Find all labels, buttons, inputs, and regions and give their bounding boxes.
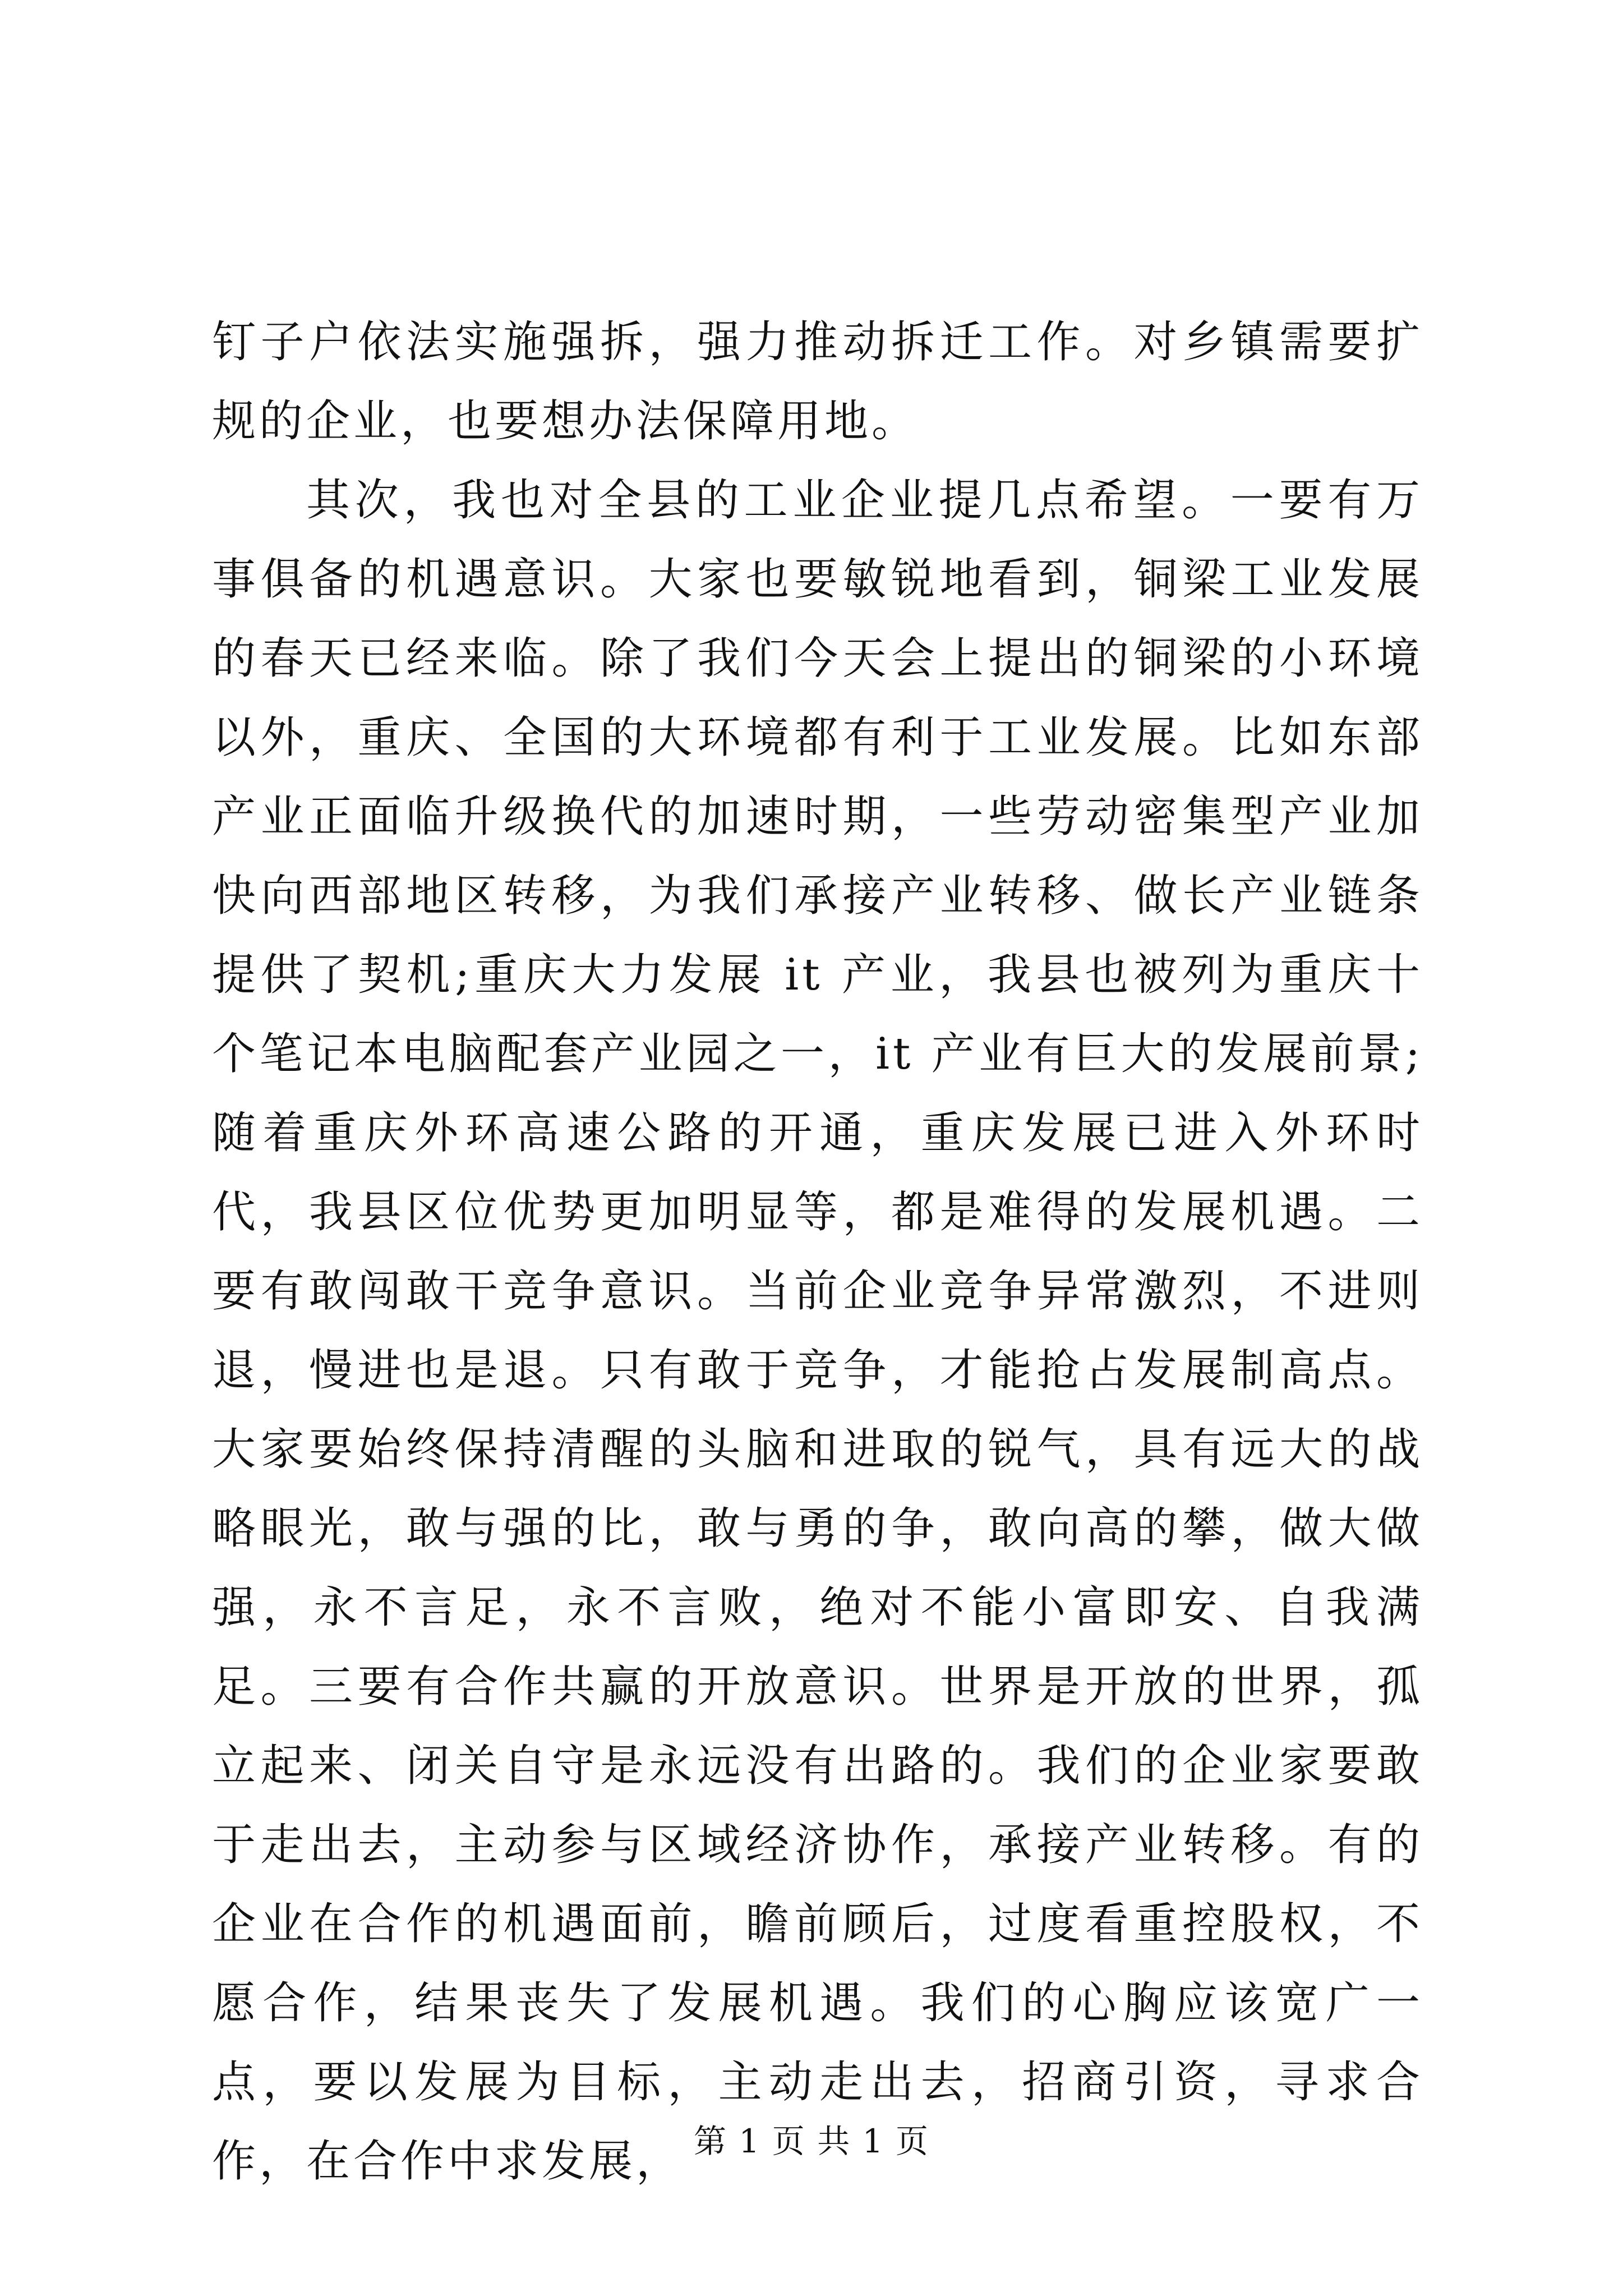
document-body [212, 303, 1423, 2201]
paragraph-2: 其次，我也对全县的工业企业提几点希望。一要有万事俱备的机遇意识。大家也要敏锐地看到，铜梁工业发展的春天已经来临。除了我们今天会上提出的铜梁的小环境以外，重庆、全国的大环境都有利于工业发展。比如东部产业正面临升级换代的加速时期，一些劳动密集型产业加快向西部地区转移，为我们承接产业转移、做长产业链条提供了契机;重庆大力发展 it 产业，我县也被列为重庆十个笔记本电脑配套产业园之一，it 产业有巨大的发展前景;随着重庆外环高速公路的开通，重庆发展已进入外环时代，我县区位优势更加明显等，都是难得的发展机遇。二要有敢闯敢干竞争意识。当前企业竞争异常激烈，不进则退，慢进也是退。只有敢于竞争，才能抢占发展制高点。大家要始终保持清醒的头脑和进取的锐气，具有远大的战略眼光，敢与强的比，敢与勇的争，敢向高的攀，做大做强，永不言足，永不言败，绝对不能小富即安、自我满足。三要有合作共赢的开放意识。世界是开放的世界，孤立起来、闭关自守是永远没有出路的。我们的企业家要敢于走出去，主动参与区域经济协作，承接产业转移。有的企业在合作的机遇面前，瞻前顾后，过度看重控股权，不愿合作，结果丧失了发展机遇。我们的心胸应该宽广一点，要以发展为目标，主动走出去，招商引资，寻求合作，在合作中求发展， [212, 475, 1423, 2187]
paragraph-1: 钉子户依法实施强拆，强力推动拆迁工作。对乡镇需要扩规的企业，也要想办法保障用地。 [212, 317, 1423, 447]
page-footer: 第 1 页 共 1 页 [694, 2122, 929, 2160]
